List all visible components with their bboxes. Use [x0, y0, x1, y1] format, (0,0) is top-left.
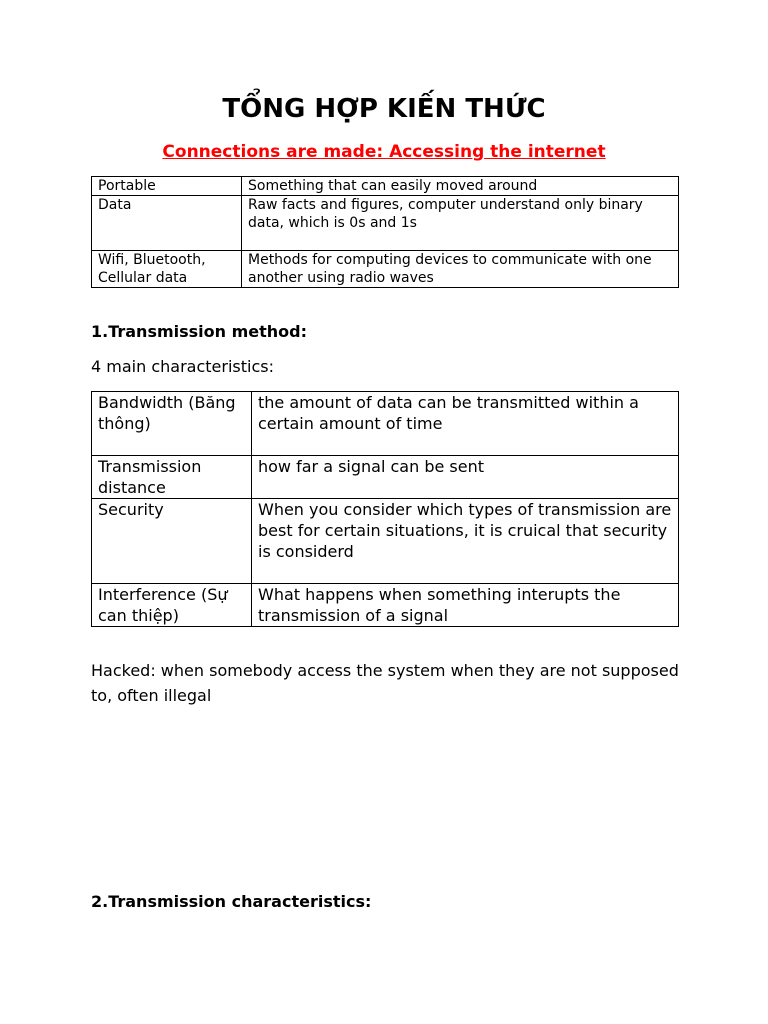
- hacked-note: Hacked: when somebody access the system when they are not supposed to, often illegal: [91, 661, 679, 705]
- definition-cell: how far a signal can be sent: [252, 456, 679, 499]
- term-cell: Interference (Sự can thiệp): [92, 584, 252, 627]
- characteristics-intro: 4 main characteristics:: [91, 357, 274, 376]
- definition-cell: Something that can easily moved around: [242, 177, 679, 196]
- definitions-table: [91, 176, 679, 288]
- term-cell: Bandwidth (Băng thông): [92, 392, 252, 456]
- characteristics-table: [91, 391, 679, 627]
- definition-cell: Raw facts and figures, computer understand only binary data, which is 0s and 1s: [242, 196, 679, 251]
- term-cell: Portable: [92, 177, 242, 196]
- page-title: TỔNG HỢP KIẾN THỨC: [222, 94, 546, 124]
- definition-cell: the amount of data can be transmitted within a certain amount of time: [252, 392, 679, 456]
- definition-cell: When you consider which types of transmission are best for certain situations, it is cruical that security is considerd: [252, 499, 679, 584]
- table-row: [92, 196, 679, 251]
- section-heading-transmission-characteristics: 2.Transmission characteristics:: [91, 892, 372, 911]
- term-cell: Data: [92, 196, 242, 251]
- table-row: [92, 392, 679, 456]
- table-row: [92, 499, 679, 584]
- table-row: [92, 251, 679, 288]
- section-heading-transmission-method: 1.Transmission method:: [91, 322, 308, 341]
- term-cell: Security: [92, 499, 252, 584]
- table-row: [92, 456, 679, 499]
- subtitle: Connections are made: Accessing the internet: [162, 142, 606, 162]
- table-row: [92, 177, 679, 196]
- definition-cell: Methods for computing devices to communicate with one another using radio waves: [242, 251, 679, 288]
- term-cell: Transmission distance: [92, 456, 252, 499]
- term-cell: Wifi, Bluetooth, Cellular data: [92, 251, 242, 288]
- table-row: [92, 584, 679, 627]
- definition-cell: What happens when something interupts the transmission of a signal: [252, 584, 679, 627]
